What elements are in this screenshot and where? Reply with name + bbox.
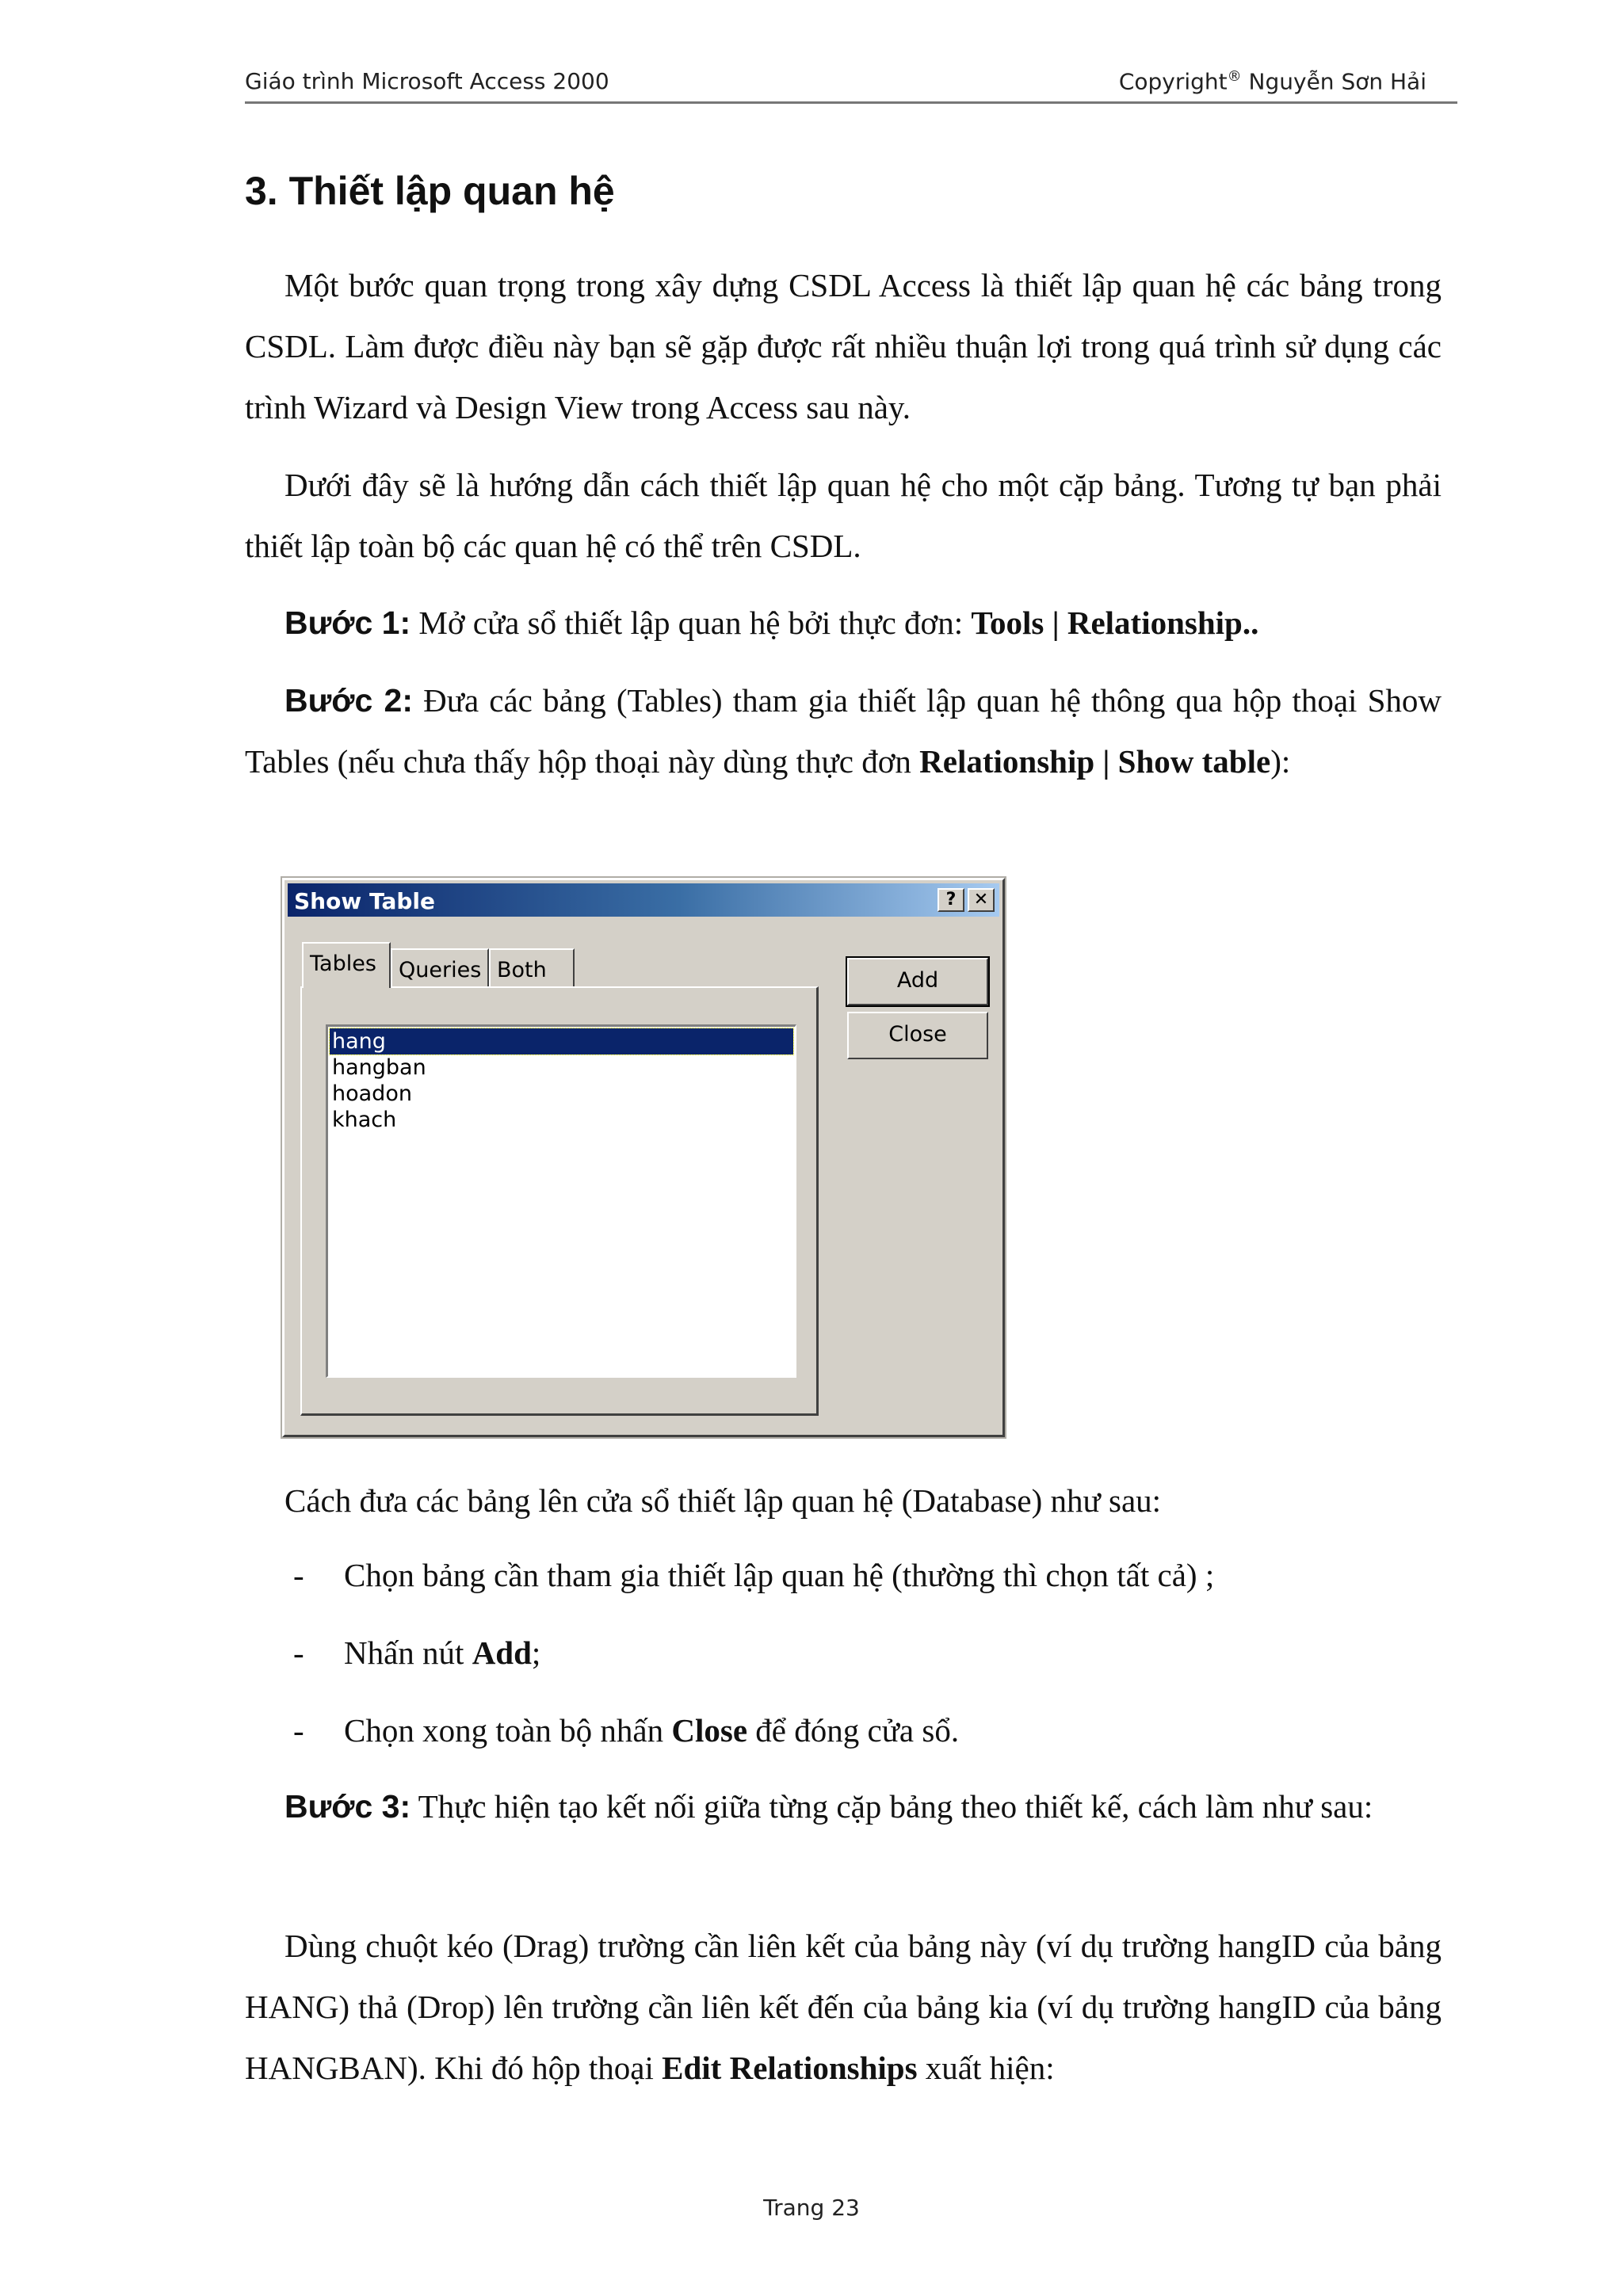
step-2-text: Đưa các bảng (Tables) tham gia thiết lập quan hệ thông qua hộp thoại Show Tables (nếu chưa thấy hộp thoại này dùng thực đơn — [245, 682, 1442, 780]
intro-paragraph-2-text: Dưới đây sẽ là hướng dẫn cách thiết lập quan hệ cho một cặp bảng. Tương tự bạn phải thiết lập toàn bộ các quan hệ có thể trên CSDL. — [245, 467, 1442, 564]
final-paragraph-tail: xuất hiện: — [917, 2050, 1055, 2086]
page-number: Trang 23 — [763, 2195, 860, 2221]
bullet-3 — [293, 1711, 959, 1749]
close-icon[interactable]: ✕ — [968, 888, 995, 912]
running-header-copyright — [1119, 68, 1426, 94]
step-3-text: Thực hiện tạo kết nối giữa từng cặp bảng theo thiết kế, cách làm như sau: — [411, 1788, 1373, 1825]
step-2-label: Bước 2: — [285, 682, 413, 719]
list-item-khach[interactable]: khach — [332, 1108, 397, 1132]
header-rule — [245, 101, 1457, 104]
list-item-hang[interactable]: hang — [330, 1028, 793, 1055]
final-paragraph-bold: Edit Relationships — [662, 2050, 918, 2086]
intro-paragraph-2 — [245, 455, 1442, 577]
author-name: Nguyễn Sơn Hải — [1241, 68, 1426, 95]
bullet-3-bold: Close — [671, 1712, 748, 1749]
add-button[interactable]: Add — [847, 958, 988, 1005]
tables-listbox[interactable] — [326, 1024, 796, 1378]
bullet-1-dash: - — [293, 1557, 304, 1593]
tab-tables[interactable]: Tables — [302, 942, 391, 988]
intro-paragraph-1 — [245, 255, 1442, 438]
instructions-intro-text: Cách đưa các bảng lên cửa sổ thiết lập quan hệ (Database) như sau: — [285, 1482, 1162, 1519]
section-title: 3. Thiết lập quan hệ — [245, 169, 615, 213]
instructions-intro — [245, 1470, 1442, 1531]
step-2-tail: ): — [1270, 743, 1291, 780]
show-table-dialog — [282, 878, 1005, 1437]
tab-both[interactable]: Both — [489, 948, 575, 986]
list-item-hoadon[interactable]: hoadon — [332, 1081, 412, 1106]
step-3 — [245, 1776, 1442, 1837]
step-1-text: Mở cửa sổ thiết lập quan hệ bởi thực đơn: — [411, 605, 972, 641]
final-paragraph-text: Dùng chuột kéo (Drag) trường cần liên kết của bảng này (ví dụ trường hangID của bảng HANG) thả (Drop) lên trường cần liên kết đến của bảng kia (ví dụ trường hangID của bảng HANGBAN). Khi đó hộp thoại — [245, 1928, 1442, 2086]
close-button[interactable]: Close — [847, 1012, 988, 1059]
registered-mark: ® — [1227, 68, 1242, 85]
bullet-2 — [293, 1634, 540, 1672]
dialog-title-bar[interactable] — [288, 883, 999, 917]
list-item-hangban[interactable]: hangban — [332, 1055, 426, 1080]
bullet-2-pre: Nhấn nút — [344, 1634, 472, 1671]
step-3-label: Bước 3: — [285, 1788, 411, 1825]
bullet-2-bold: Add — [472, 1634, 532, 1671]
running-header-title: Giáo trình Microsoft Access 2000 — [245, 68, 609, 94]
copyright-word: Copyright — [1118, 68, 1228, 95]
bullet-2-dash: - — [293, 1634, 304, 1671]
dialog-title: Show Table — [294, 888, 435, 914]
bullet-3-post: để đóng cửa sổ. — [747, 1712, 960, 1749]
bullet-2-post: ; — [531, 1634, 541, 1671]
tab-queries[interactable]: Queries — [391, 948, 489, 986]
intro-paragraph-1-text: Một bước quan trọng trong xây dựng CSDL Access là thiết lập quan hệ các bảng trong CSDL. Làm được điều này bạn sẽ gặp được rất nhiều thuận lợi trong quá trình sử dụng các trình Wizard và Design View trong Access sau này. — [245, 267, 1442, 425]
bullet-3-pre: Chọn xong toàn bộ nhấn — [344, 1712, 672, 1749]
help-icon[interactable]: ? — [938, 888, 964, 912]
bullet-3-dash: - — [293, 1712, 304, 1749]
step-1 — [245, 593, 1442, 654]
final-paragraph — [245, 1916, 1442, 2099]
step-1-label: Bước 1: — [285, 605, 411, 641]
step-2-menu: Relationship | Show table — [919, 743, 1271, 780]
tables-tab-panel — [300, 986, 819, 1416]
bullet-1 — [293, 1556, 1214, 1594]
bullet-1-text: Chọn bảng cần tham gia thiết lập quan hệ (thường thì chọn tất cả) ; — [344, 1557, 1215, 1593]
step-1-menu: Tools | Relationship.. — [971, 605, 1259, 641]
step-2 — [245, 670, 1442, 792]
